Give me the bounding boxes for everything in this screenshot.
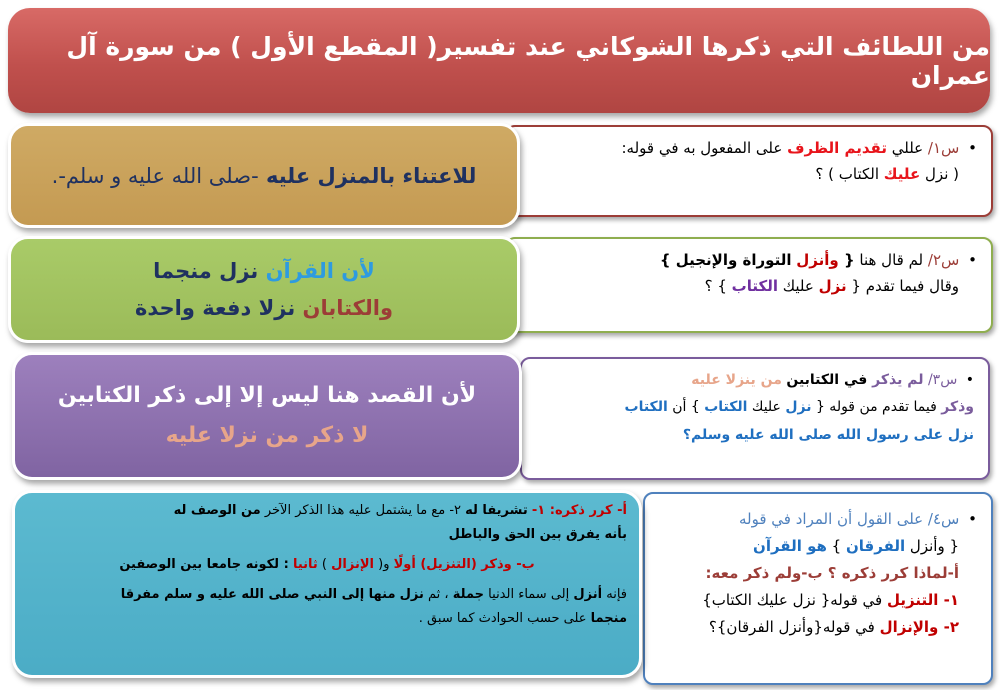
answer-4-text: ب- وذكر: [476, 557, 535, 573]
question-2-number: س٢/: [927, 251, 960, 269]
question-3-line-2: [536, 394, 974, 421]
question-1-highlight: تقديم الظرف: [787, 139, 887, 157]
answer-4-text: إلى سماء الدنيا: [484, 587, 570, 603]
question-4-line-2: [659, 533, 977, 560]
question-2-highlight: نزل: [818, 277, 847, 296]
question-2-line-1: [521, 247, 977, 273]
question-4-highlight: التنزيل: [887, 591, 939, 609]
bullet-icon: •: [965, 372, 974, 388]
answer-4-highlight: الإنزال: [331, 557, 374, 573]
question-4-text: ١-: [938, 591, 959, 609]
question-4-text: { وأنزل: [905, 537, 959, 555]
answer-4-text: أ- كرر ذكره: ١-: [531, 503, 627, 518]
question-1-text: على المفعول به في قوله:: [621, 139, 783, 157]
question-3-highlight: الكتاب: [624, 399, 668, 416]
question-4-line-3: [659, 560, 977, 587]
answer-4-text: فإنه: [602, 587, 627, 603]
answer-4-text: : لكونه جامعا بين الوصفين: [119, 557, 289, 573]
answer-4-text: ، ثم: [423, 587, 449, 603]
question-4-text: على القول أن المراد في قوله: [738, 510, 924, 528]
answer-4-highlight: ثانيا: [292, 557, 318, 573]
question-1-text: ( نزل: [920, 165, 959, 184]
question-4-number: س٤/: [927, 510, 960, 528]
question-4-text: في قوله{ نزل عليك الكتاب}: [702, 591, 883, 609]
answer-4-text: على حسب الحوادث كما سبق .: [418, 611, 587, 627]
question-4-text: في قوله{وأنزل الفرقان}؟: [708, 618, 875, 636]
answer-1-main: للاعتناء بالمنزل عليه: [265, 163, 477, 188]
question-3-text: فيما تقدم من قوله {: [811, 399, 937, 416]
answer-3-line-1: لأن القصد هنا ليس إلا إلى ذكر الكتابين: [57, 383, 477, 409]
answer-4-highlight: أنزل: [573, 587, 603, 603]
answer-4-highlight: مفرقا: [120, 587, 160, 603]
question-1-number: س١/: [927, 139, 960, 157]
answer-4-text: ٢- مع ما يشتمل عليه هذا الذكر الآخر: [260, 503, 461, 518]
question-2-text: التوراة والإنجيل }: [659, 251, 792, 269]
answer-4-text: ): [317, 557, 327, 573]
question-box-1: [505, 125, 993, 217]
question-2-text: } ؟: [704, 277, 727, 296]
question-1-highlight: عليك: [883, 165, 921, 184]
question-2-text: وقال فيما تقدم {: [846, 277, 959, 296]
question-2-text: لم قال هنا: [854, 251, 924, 269]
question-box-2: [505, 237, 993, 333]
answer-box-2: [8, 236, 520, 343]
question-4-highlight: الفرقان: [845, 537, 906, 555]
question-3-number: س٣/: [927, 372, 958, 388]
question-2-text: عليك: [778, 277, 814, 296]
question-3-text: وذكر: [941, 399, 974, 416]
answer-1-salutation: -صلى الله عليه و سلم-.: [51, 163, 259, 188]
answer-4-highlight: من الوصف له: [173, 503, 261, 518]
question-4-line-5: [659, 614, 977, 641]
answer-4-para-2: [27, 553, 627, 577]
question-3-highlight: نزل: [785, 399, 812, 416]
question-3-line-3: [536, 422, 974, 449]
answer-2-line-2: [135, 290, 393, 327]
answer-4-highlight: (التنزيل) أولًا: [393, 557, 477, 573]
question-3-highlight: في الكتابين: [786, 372, 868, 388]
answer-4-para-1b: بأنه يفرق بين الحق والباطل: [448, 527, 627, 543]
answer-4-highlight: منجما: [590, 611, 627, 627]
question-3-text: لم يذكر: [867, 372, 924, 388]
answer-3-line-2: لا ذكر من نزلا عليه: [165, 423, 369, 448]
bullet-icon: •: [968, 510, 977, 528]
bullet-icon: •: [968, 139, 977, 157]
answer-2-text: لأن القرآن: [258, 258, 375, 283]
question-1-line-2: [521, 161, 977, 187]
question-4-highlight: هو القرآن: [753, 537, 827, 555]
answer-4-text: منها إلى النبي صلى الله عليه و سلم: [159, 587, 396, 603]
question-4-text: ٢-: [938, 618, 959, 636]
bullet-icon: •: [968, 251, 977, 269]
question-2-highlight: وأنزل: [796, 251, 839, 269]
answer-4-para-3: [27, 583, 627, 607]
question-4-text: }: [826, 537, 842, 555]
question-2-text: {: [838, 251, 855, 269]
page-title: [8, 8, 990, 113]
answer-2-text: نزلا دفعة واحدة: [134, 295, 296, 320]
answer-box-1: [8, 123, 520, 228]
answer-2-text: نزل منجما: [153, 258, 259, 283]
answer-4-para-3b: [27, 607, 627, 631]
answer-box-3: [12, 352, 522, 480]
question-4-line-1: [659, 506, 977, 533]
question-2-line-2: [521, 273, 977, 299]
answer-4-para-1: [27, 499, 627, 523]
answer-2-line-1: [153, 253, 375, 290]
answer-4-highlight: جملة: [452, 587, 485, 603]
answer-2-text: والكتابان: [295, 295, 394, 320]
question-4-highlight: والإنزال: [879, 618, 939, 636]
question-box-3: [520, 357, 990, 480]
question-1-text: الكتاب ) ؟: [815, 165, 879, 184]
answer-4-highlight: تشريفا له: [465, 503, 528, 518]
question-3-text: نزل على رسول الله صلى الله عليه وسلم؟: [682, 426, 974, 443]
question-1-line-1: [521, 135, 977, 161]
question-1-text: عللي: [886, 139, 924, 157]
question-3-text: من ينزلا عليه: [691, 372, 782, 388]
question-3-text: عليك: [747, 399, 781, 416]
question-3-text: } أن: [667, 399, 700, 416]
title-text: من اللطائف التي ذكرها الشوكاني عند تفسير( المقطع الأول ) من سورة آل عمران: [66, 31, 990, 90]
question-4-line-4: [659, 587, 977, 614]
answer-4-text: و(: [373, 557, 390, 573]
question-3-line-1: [536, 367, 974, 394]
answer-4-highlight: نزل: [399, 587, 424, 603]
answer-1-text: [52, 164, 477, 188]
question-box-4: [643, 492, 993, 685]
question-2-highlight: الكتاب: [731, 277, 778, 296]
question-3-highlight: الكتاب: [704, 399, 748, 416]
answer-box-4: [12, 490, 642, 678]
question-4-text: أ-لماذا كرر ذكره ؟ ب-ولم ذكر معه:: [705, 564, 959, 582]
